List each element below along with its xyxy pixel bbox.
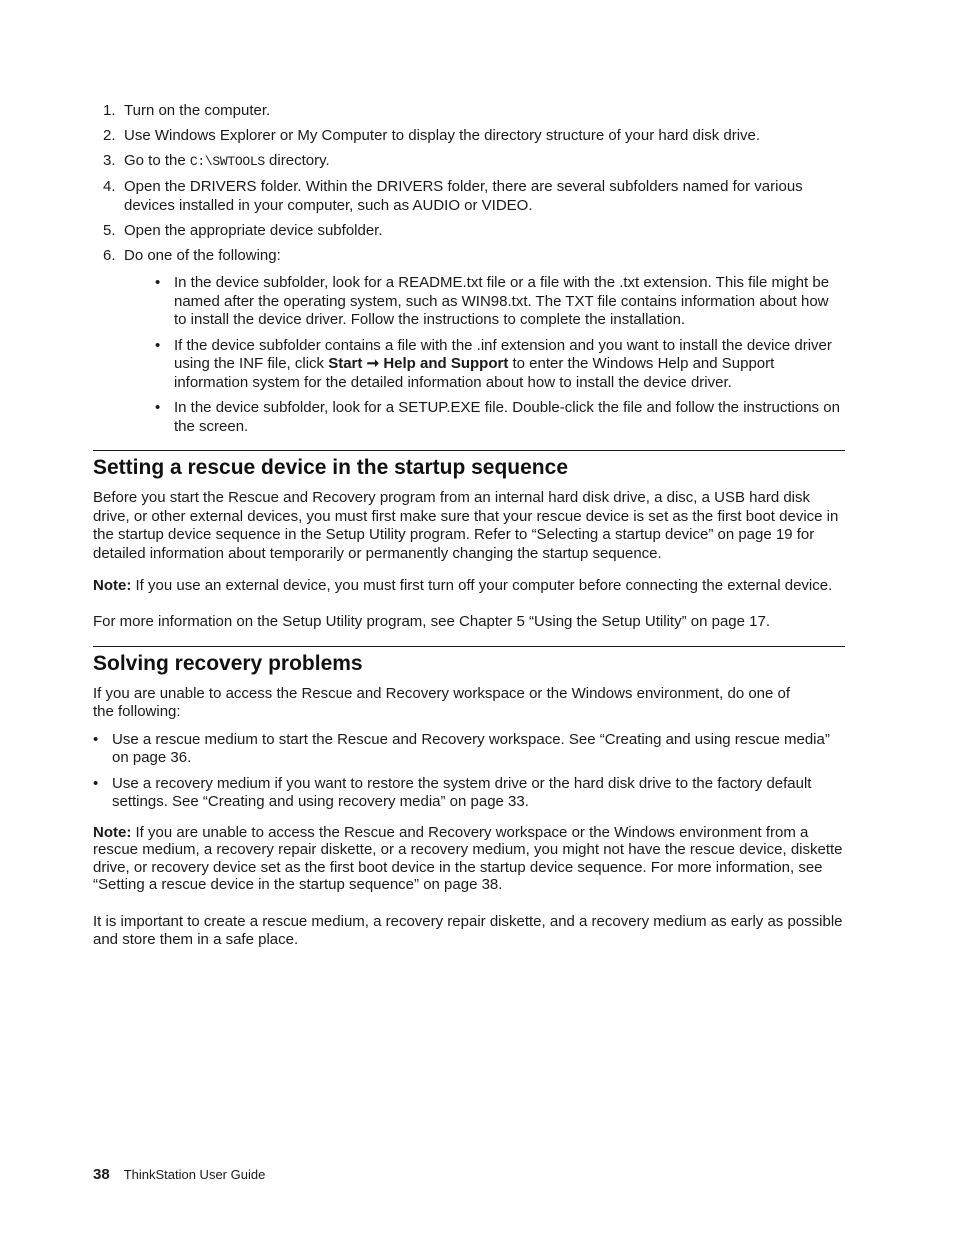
step-item	[93, 127, 845, 146]
step-number: 3.	[103, 152, 116, 169]
note-text: If you are unable to access the Rescue and Recovery workspace or the Windows environment from a rescue medium, a recovery repair diskette, or a recovery medium, you might not have the rescue device, diskette drive, or recovery device set as the first boot device in the startup device sequence. For more information, see “Setting a rescue device in the startup sequence” on page 38.	[93, 823, 843, 893]
step-item	[93, 222, 845, 241]
substep-list	[124, 274, 845, 436]
section-heading-rescue-device: Setting a rescue device in the startup sequence	[93, 456, 568, 479]
rescue-device-note	[93, 577, 845, 594]
document-title: ThinkStation User Guide	[123, 1167, 266, 1182]
bullet-icon: •	[93, 730, 99, 748]
recovery-options-list	[93, 731, 845, 812]
list-item	[93, 775, 845, 812]
substep-text-post: to enter the Windows Help and Support information system for the detailed information about how to install the device driver.	[174, 355, 775, 391]
step-number: 5.	[103, 221, 116, 239]
note-text: If you use an external device, you must first turn off your computer before connecting the external device.	[131, 577, 833, 594]
step-item	[93, 178, 845, 215]
step-item	[93, 152, 845, 172]
note-label: Note:	[93, 823, 132, 841]
setup-utility-paragraph: For more information on the Setup Utility program, see Chapter 5 “Using the Setup Utility” on page 17.	[93, 613, 770, 630]
note-label: Note:	[93, 577, 132, 594]
substep-text-pre: If the device subfolder contains a file with the .inf extension and you want to install the device driver using the INF file, click	[174, 336, 832, 372]
list-item-text: Use a rescue medium to start the Rescue and Recovery workspace. See “Creating and using rescue media” on page 36.	[112, 730, 830, 766]
menu-path-start: Start	[328, 355, 363, 372]
driver-install-steps	[93, 102, 845, 436]
section-heading-recovery-problems: Solving recovery problems	[93, 651, 363, 675]
list-item	[93, 731, 845, 768]
list-item-text: Use a recovery medium if you want to restore the system drive or the hard disk drive to the factory default settings. See “Creating and using recovery media” on page 33.	[112, 774, 812, 810]
bullet-icon: •	[155, 274, 161, 291]
step-text: Use Windows Explorer or My Computer to display the directory structure of your hard disk drive.	[124, 127, 761, 144]
menu-path-help: Help and Support	[383, 355, 509, 372]
step-item	[93, 102, 845, 121]
step-number: 6.	[103, 246, 116, 264]
substep-item	[124, 274, 845, 330]
page-content	[93, 102, 845, 950]
recovery-intro: If you are unable to access the Rescue and Recovery workspace or the Windows environment, do one of the following:	[93, 684, 791, 720]
substep-item	[124, 337, 845, 393]
substep-item	[124, 399, 845, 436]
recovery-final-paragraph: It is important to create a rescue medium, a recovery repair diskette, and a recovery medium as early as possible and store them in a safe place.	[93, 912, 843, 948]
recovery-note	[93, 824, 845, 894]
step-number: 1.	[103, 102, 116, 119]
step-text: Do one of the following:	[124, 246, 281, 264]
step-number: 2.	[103, 127, 116, 144]
step-text: Open the appropriate device subfolder.	[124, 221, 383, 239]
substep-text: In the device subfolder, look for a README.txt file or a file with the .txt extension. This file might be named after the operating system, such as WIN98.txt. The TXT file contains information about how to install the device driver. Follow the instructions to complete the installation.	[174, 274, 830, 328]
bullet-icon: •	[155, 399, 161, 416]
directory-path: C:\SWTOOLS	[189, 154, 265, 169]
bullet-icon: •	[155, 336, 161, 354]
step-text: Open the DRIVERS folder. Within the DRIVERS folder, there are several subfolders named for various devices installed in your computer, such as AUDIO or VIDEO.	[124, 178, 803, 214]
rescue-device-paragraph: Before you start the Rescue and Recovery program from an internal hard disk drive, a disc, a USB hard disk drive, or other external devices, you must first make sure that your rescue device is set as the first boot device in the startup device sequence in the Setup Utility program. Refer to “Selecting a startup device” on page 19 for detailed information about temporarily or permanently changing the startup sequence.	[93, 489, 839, 562]
step-item	[93, 247, 845, 437]
substep-text: In the device subfolder, look for a SETUP.EXE file. Double-click the file and follow the instructions on the screen.	[174, 399, 840, 435]
page-number: 38	[93, 1166, 110, 1183]
step-text: Turn on the computer.	[124, 102, 271, 119]
section-divider	[93, 450, 845, 451]
step-text-post: directory.	[264, 152, 330, 169]
bullet-icon: •	[93, 774, 99, 792]
section-divider	[93, 646, 845, 647]
step-number: 4.	[103, 178, 116, 195]
step-text-pre: Go to the	[124, 152, 190, 169]
page-footer	[93, 1166, 265, 1185]
arrow-icon: ➞	[366, 355, 380, 372]
